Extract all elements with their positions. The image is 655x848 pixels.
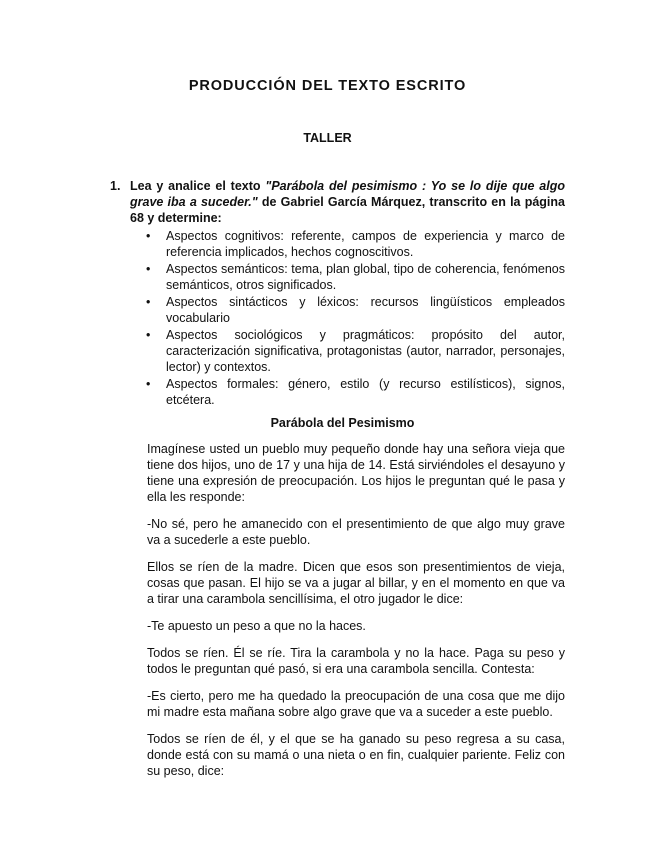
list-item xyxy=(146,228,565,260)
story-paragraph: -No sé, pero he amanecido con el presentimiento de que algo muy grave va a sucederle a este pueblo. xyxy=(147,517,565,547)
story-paragraph: -Es cierto, pero me ha quedado la preocupación de una cosa que me dijo mi madre esta mañana sobre algo grave que va a suceder a este pueblo. xyxy=(147,689,565,719)
task-intro-plain: Lea y analice el texto xyxy=(130,179,266,193)
story-body xyxy=(147,441,565,790)
list-item-text: Aspectos formales: género, estilo (y recurso estilísticos), signos, etcétera. xyxy=(166,377,565,407)
list-item-text: Aspectos sociológicos y pragmáticos: propósito del autor, caracterización significativa, protagonistas (autor, narrador, personajes, lector) y contextos. xyxy=(166,328,565,374)
story-paragraph: Ellos se ríen de la madre. Dicen que esos son presentimientos de vieja, cosas que pasan. El hijo se va a jugar al billar, y en el momento en que va a tirar una carambola sencillísima, el otro jugador le dice: xyxy=(147,560,565,606)
page-title: PRODUCCIÓN DEL TEXTO ESCRITO xyxy=(188,78,467,94)
task-instruction xyxy=(130,178,565,226)
story-paragraph: Todos se ríen. Él se ríe. Tira la carambola y no la hace. Paga su peso y todos le preguntan qué pasó, si era una carambola sencilla. Contesta: xyxy=(147,646,565,676)
list-item xyxy=(146,327,565,375)
list-item-text: Aspectos cognitivos: referente, campos de experiencia y marco de referencia implicados, hechos cognoscitivos. xyxy=(166,229,565,259)
story-paragraph: -Te apuesto un peso a que no la haces. xyxy=(147,619,366,633)
bullet-icon: • xyxy=(146,262,151,276)
bullet-icon: • xyxy=(146,328,151,342)
story-paragraph: Imagínese usted un pueblo muy pequeño donde hay una señora vieja que tiene dos hijos, uno de 17 y una hija de 14. Está sirviéndoles el desayuno y tiene una expresión de preocupación. Los hijos le preguntan qué le pasa y ella les responde: xyxy=(147,442,565,504)
task-item xyxy=(110,178,565,409)
story-paragraph: Todos se ríen de él, y el que se ha ganado su peso regresa a su casa, donde está con su mamá o una nieta o en fin, cualquier pariente. Feliz con su peso, dice: xyxy=(147,732,565,778)
list-item xyxy=(146,294,565,326)
aspects-list xyxy=(110,228,565,408)
section-subtitle: TALLER xyxy=(303,131,352,145)
list-item xyxy=(146,261,565,293)
story-title: Parábola del Pesimismo xyxy=(270,416,415,430)
bullet-icon: • xyxy=(146,229,151,243)
task-intro-italic: "Parábola del pesimismo : Yo se lo dije que algo grave iba a suceder." xyxy=(130,179,565,209)
task-intro-tail: de Gabriel García Márquez, transcrito en la página 68 y determine: xyxy=(130,195,565,225)
task-number: 1. xyxy=(110,179,121,193)
bullet-icon: • xyxy=(146,295,151,309)
bullet-icon: • xyxy=(146,377,151,391)
list-item-text: Aspectos sintácticos y léxicos: recursos lingüísticos empleados vocabulario xyxy=(166,295,565,325)
list-item-text: Aspectos semánticos: tema, plan global, tipo de coherencia, fenómenos semánticos, otros significados. xyxy=(166,262,565,292)
list-item xyxy=(146,376,565,408)
